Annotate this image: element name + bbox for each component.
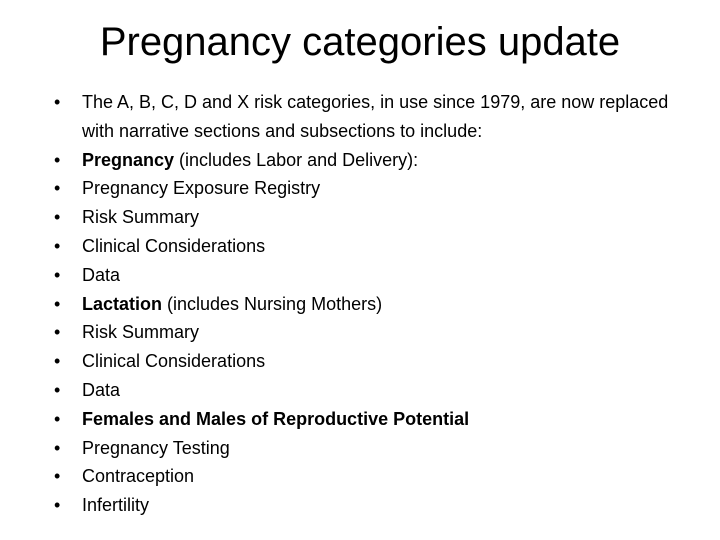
bullet-dot-icon: •: [54, 408, 61, 429]
bullet-dot-icon: •: [54, 322, 61, 343]
bullet-text: Pregnancy Testing: [82, 437, 230, 458]
bullet-text: Clinical Considerations: [82, 351, 266, 372]
bullet-item-infertility: [54, 491, 694, 520]
bullet-text: Risk Summary: [82, 322, 200, 343]
bullet-list: [54, 88, 694, 520]
bullet-item-lactation: [54, 290, 694, 319]
bullet-dot-icon: •: [54, 149, 61, 170]
bullet-text: Data: [82, 379, 121, 400]
bullet-dot-icon: •: [54, 178, 61, 199]
bullet-dot-icon: •: [54, 235, 61, 256]
bullet-dot-icon: •: [54, 466, 61, 487]
bullet-dot-icon: •: [54, 207, 61, 228]
bullet-dot-icon: •: [54, 437, 61, 458]
bullet-item-pregnancy-exposure-registry: [54, 174, 694, 203]
bullet-dot-icon: •: [54, 293, 61, 314]
bullet-item-intro: [54, 88, 694, 146]
bullet-item-clinical-considerations: [54, 232, 694, 261]
bullet-dot-icon: •: [54, 92, 61, 112]
bullet-text: Pregnancy Exposure Registry: [82, 178, 321, 199]
bullet-item-contraception: [54, 462, 694, 491]
bullet-item-data: [54, 376, 694, 405]
bullet-text: Infertility: [82, 495, 150, 516]
bullet-text: (includes Nursing Mothers): [162, 293, 383, 314]
bullet-dot-icon: •: [54, 351, 61, 372]
bullet-dot-icon: •: [54, 495, 61, 516]
slide-title: Pregnancy categories update: [99, 20, 621, 64]
bullet-text: The A, B, C, D and X risk categories, in use since 1979, are now replaced with narrative sections and subsections to include:: [82, 92, 669, 141]
bullet-bold-text: Females and Males of Reproductive Potential: [82, 408, 470, 429]
bullet-dot-icon: •: [54, 264, 61, 285]
bullet-bold-text: Lactation: [82, 293, 163, 314]
bullet-item-pregnancy: [54, 146, 694, 175]
bullet-text: Clinical Considerations: [82, 235, 266, 256]
bullet-bold-text: Pregnancy: [82, 149, 175, 170]
bullet-text: Risk Summary: [82, 207, 200, 228]
bullet-text: Data: [82, 264, 121, 285]
bullet-text: Contraception: [82, 466, 195, 487]
bullet-item-pregnancy-testing: [54, 434, 694, 463]
bullet-item-clinical-considerations: [54, 347, 694, 376]
bullet-item-risk-summary: [54, 318, 694, 347]
bullet-item-risk-summary: [54, 203, 694, 232]
bullet-text: (includes Labor and Delivery):: [174, 149, 419, 170]
bullet-item-data: [54, 261, 694, 290]
bullet-item-reproductive-potential: [54, 405, 694, 434]
bullet-dot-icon: •: [54, 379, 61, 400]
